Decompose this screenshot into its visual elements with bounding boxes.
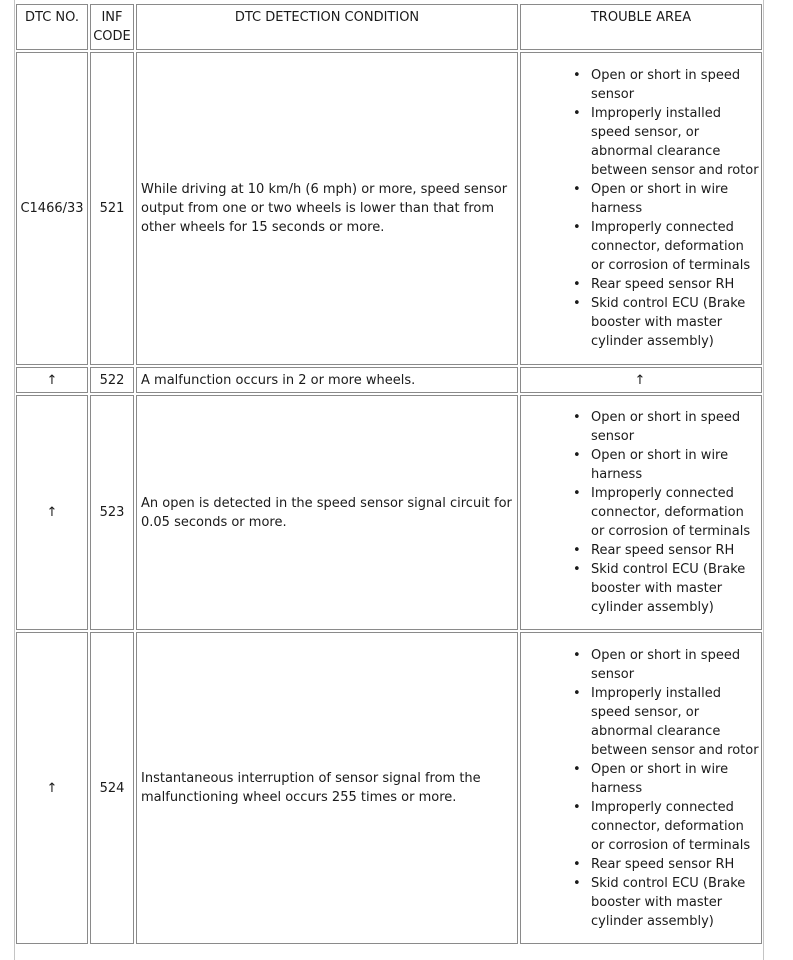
condition-cell: While driving at 10 km/h (6 mph) or more, speed sensor output from one or two wheels is lower than that from other wheels for 15 seconds or more. xyxy=(136,52,518,365)
trouble-area-cell xyxy=(520,632,762,944)
bullet-icon: • xyxy=(573,277,581,292)
trouble-area-list xyxy=(521,408,759,617)
condition-cell: An open is detected in the speed sensor signal circuit for 0.05 seconds or more. xyxy=(136,395,518,630)
header-trouble-area: TROUBLE AREA xyxy=(520,4,762,50)
list-item: • Improperly installed speed sensor, or abnormal clearance between sensor and rotor xyxy=(573,106,759,178)
bullet-icon: • xyxy=(573,448,581,463)
bullet-icon: • xyxy=(573,856,581,872)
list-item: • Improperly connected connector, deformation or corrosion of terminals xyxy=(573,486,751,539)
list-item: • Skid control ECU (Brake booster with master cylinder assembly) xyxy=(573,875,746,929)
dtc-no-cell: ↑ xyxy=(16,395,88,630)
bullet-icon: • xyxy=(573,799,581,815)
table-row xyxy=(16,52,762,365)
bullet-icon: • xyxy=(573,296,581,311)
dtc-no-cell: ↑ xyxy=(16,632,88,944)
inf-code-cell: 524 xyxy=(90,632,134,944)
inf-code-cell: 521 xyxy=(90,52,134,365)
bullet-icon: • xyxy=(573,182,581,197)
bullet-icon: • xyxy=(573,647,581,663)
list-item: • Open or short in wire harness xyxy=(573,448,729,482)
bullet-icon: • xyxy=(573,106,581,121)
header-inf-code xyxy=(90,4,134,50)
dtc-no-cell: C1466/33 xyxy=(16,52,88,365)
list-item: • Rear speed sensor RH xyxy=(573,856,735,872)
bullet-icon: • xyxy=(573,543,581,558)
trouble-area-cell xyxy=(520,395,762,630)
trouble-area-list xyxy=(521,66,759,351)
bullet-icon: • xyxy=(573,761,581,777)
inf-code-cell: 522 xyxy=(90,367,134,393)
table-row xyxy=(16,395,762,630)
list-item: • Skid control ECU (Brake booster with master cylinder assembly) xyxy=(573,562,746,615)
trouble-area-list xyxy=(521,646,759,931)
list-item: • Open or short in speed sensor xyxy=(573,68,741,102)
dtc-no-cell: ↑ xyxy=(16,367,88,393)
trouble-area-cell xyxy=(520,52,762,365)
header-dtc-no: DTC NO. xyxy=(16,4,88,50)
bullet-icon: • xyxy=(573,68,581,83)
list-item: • Open or short in wire harness xyxy=(573,182,729,216)
trouble-area-cell: ↑ xyxy=(520,367,762,393)
header-inf-code-line2: CODE xyxy=(93,29,131,44)
condition-cell: Instantaneous interruption of sensor signal from the malfunctioning wheel occurs 255 times or more. xyxy=(136,632,518,944)
condition-cell: A malfunction occurs in 2 or more wheels. xyxy=(136,367,518,393)
bullet-icon: • xyxy=(573,486,581,501)
table-row xyxy=(16,632,762,944)
list-item: • Improperly connected connector, deformation or corrosion of terminals xyxy=(573,220,751,273)
list-item: • Open or short in speed sensor xyxy=(573,410,741,444)
dtc-table xyxy=(14,2,764,946)
list-item: • Open or short in speed sensor xyxy=(573,647,741,682)
list-item: • Rear speed sensor RH xyxy=(573,543,735,558)
bullet-icon: • xyxy=(573,562,581,577)
bullet-icon: • xyxy=(573,685,581,701)
header-row xyxy=(16,4,762,50)
header-inf-code-line1: INF xyxy=(101,10,123,25)
bullet-icon: • xyxy=(573,410,581,425)
list-item: • Improperly installed speed sensor, or abnormal clearance between sensor and rotor xyxy=(573,685,759,758)
bullet-icon: • xyxy=(573,220,581,235)
list-item: • Rear speed sensor RH xyxy=(573,277,735,292)
list-item: • Improperly connected connector, deformation or corrosion of terminals xyxy=(573,799,751,853)
table-row xyxy=(16,367,762,393)
bullet-icon: • xyxy=(573,875,581,891)
header-condition: DTC DETECTION CONDITION xyxy=(136,4,518,50)
list-item: • Open or short in wire harness xyxy=(573,761,729,796)
list-item: • Skid control ECU (Brake booster with master cylinder assembly) xyxy=(573,296,746,349)
inf-code-cell: 523 xyxy=(90,395,134,630)
